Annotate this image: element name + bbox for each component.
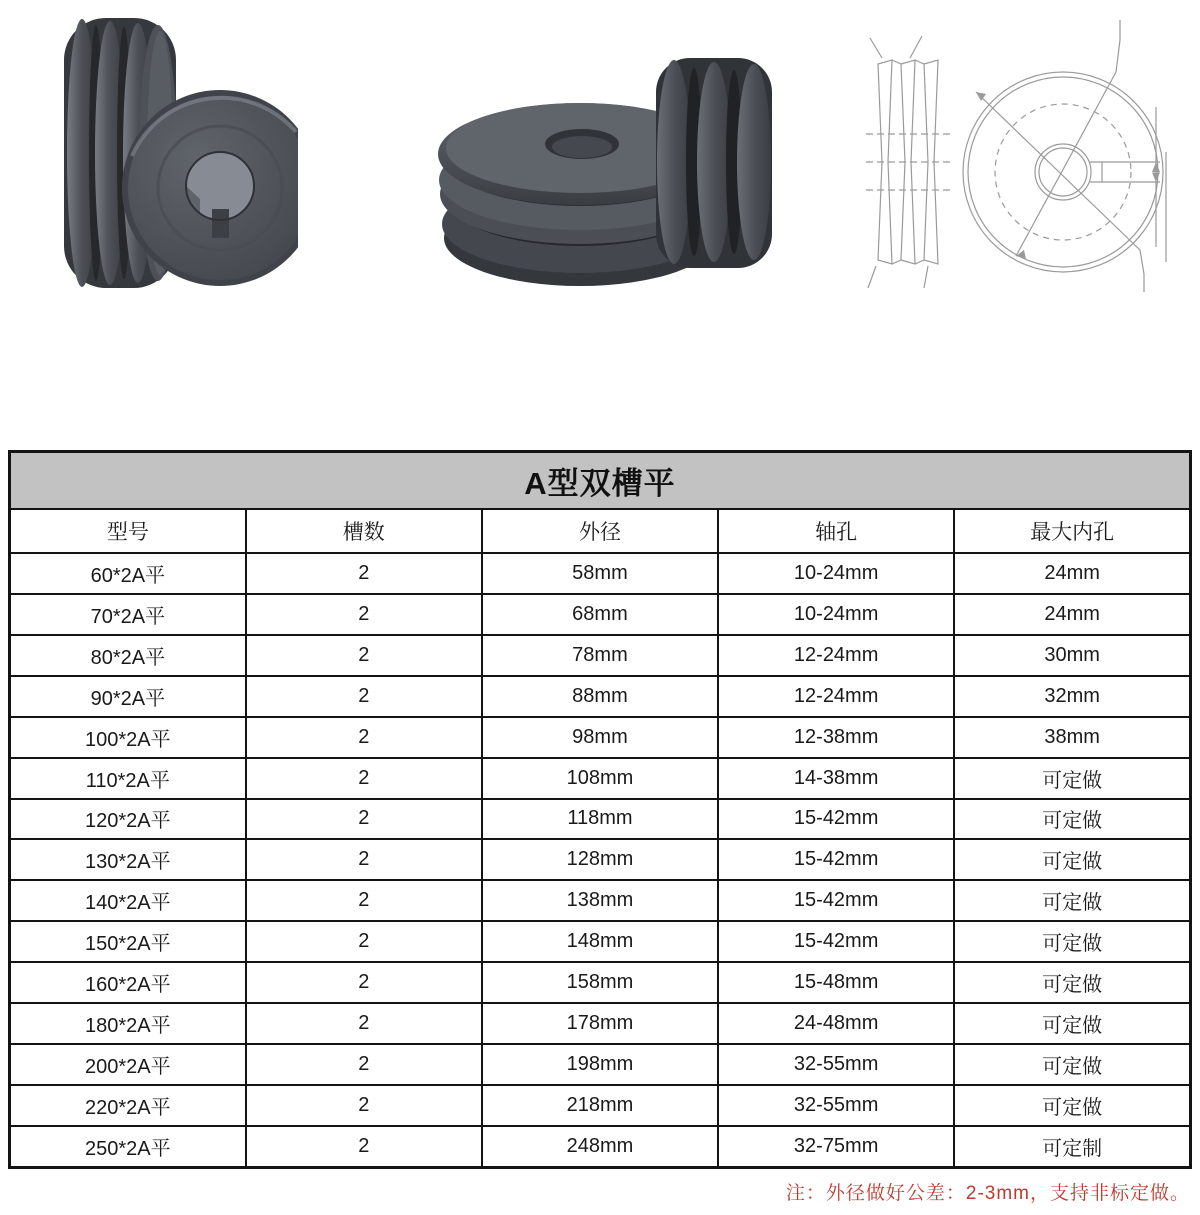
table-row <box>10 717 1191 758</box>
cell-grooves: 2 <box>246 717 482 758</box>
cell-outer-diameter: 218mm <box>482 1085 718 1126</box>
table-row <box>10 962 1191 1003</box>
table-header-row <box>10 509 1191 553</box>
cell-outer-diameter: 88mm <box>482 676 718 717</box>
cell-model: 100*2A平 <box>10 717 246 758</box>
cell-shaft-hole: 10-24mm <box>718 553 954 594</box>
cell-model: 200*2A平 <box>10 1044 246 1085</box>
cell-outer-diameter: 148mm <box>482 921 718 962</box>
cell-max-bore: 可定做 <box>954 921 1190 962</box>
cell-outer-diameter: 138mm <box>482 880 718 921</box>
col-header-shaft-hole: 轴孔 <box>718 509 954 553</box>
cell-shaft-hole: 12-24mm <box>718 676 954 717</box>
cell-shaft-hole: 12-24mm <box>718 635 954 676</box>
cell-shaft-hole: 10-24mm <box>718 594 954 635</box>
cell-model: 180*2A平 <box>10 1003 246 1044</box>
cell-model: 120*2A平 <box>10 799 246 840</box>
cell-model: 60*2A平 <box>10 553 246 594</box>
cell-shaft-hole: 15-42mm <box>718 799 954 840</box>
drawing-front-view <box>963 20 1166 292</box>
cell-outer-diameter: 158mm <box>482 962 718 1003</box>
cell-model: 150*2A平 <box>10 921 246 962</box>
table-row <box>10 676 1191 717</box>
cell-outer-diameter: 78mm <box>482 635 718 676</box>
cell-outer-diameter: 198mm <box>482 1044 718 1085</box>
table-row <box>10 758 1191 799</box>
pulley-technical-drawing <box>848 12 1183 297</box>
cell-grooves: 2 <box>246 1126 482 1168</box>
cell-grooves: 2 <box>246 839 482 880</box>
cell-shaft-hole: 32-55mm <box>718 1044 954 1085</box>
cell-max-bore: 可定做 <box>954 1085 1190 1126</box>
table-row <box>10 839 1191 880</box>
cell-max-bore: 30mm <box>954 635 1190 676</box>
col-header-grooves: 槽数 <box>246 509 482 553</box>
cell-max-bore: 38mm <box>954 717 1190 758</box>
cell-grooves: 2 <box>246 799 482 840</box>
table-row <box>10 553 1191 594</box>
spec-table <box>8 450 1192 1169</box>
col-header-model: 型号 <box>10 509 246 553</box>
table-row <box>10 799 1191 840</box>
col-header-outer-diameter: 外径 <box>482 509 718 553</box>
table-row <box>10 1085 1191 1126</box>
cell-shaft-hole: 14-38mm <box>718 758 954 799</box>
cell-max-bore: 可定做 <box>954 1044 1190 1085</box>
cell-shaft-hole: 32-75mm <box>718 1126 954 1168</box>
cell-max-bore: 可定制 <box>954 1126 1190 1168</box>
pulley-photo-middle <box>428 48 793 313</box>
cell-model: 130*2A平 <box>10 839 246 880</box>
table-row <box>10 921 1191 962</box>
cell-model: 250*2A平 <box>10 1126 246 1168</box>
col-header-max-bore: 最大内孔 <box>954 509 1190 553</box>
cell-outer-diameter: 178mm <box>482 1003 718 1044</box>
cell-shaft-hole: 32-55mm <box>718 1085 954 1126</box>
cell-shaft-hole: 15-42mm <box>718 839 954 880</box>
cell-shaft-hole: 15-42mm <box>718 921 954 962</box>
dimension-arrows <box>976 92 1160 259</box>
cell-grooves: 2 <box>246 676 482 717</box>
table-row <box>10 1044 1191 1085</box>
cell-model: 220*2A平 <box>10 1085 246 1126</box>
cell-outer-diameter: 58mm <box>482 553 718 594</box>
cell-shaft-hole: 15-48mm <box>718 962 954 1003</box>
cell-max-bore: 32mm <box>954 676 1190 717</box>
table-title-row <box>10 452 1191 510</box>
cell-max-bore: 可定做 <box>954 799 1190 840</box>
cell-grooves: 2 <box>246 1003 482 1044</box>
table-row <box>10 1126 1191 1168</box>
cell-max-bore: 可定做 <box>954 1003 1190 1044</box>
cell-shaft-hole: 12-38mm <box>718 717 954 758</box>
cell-grooves: 2 <box>246 635 482 676</box>
cell-max-bore: 24mm <box>954 594 1190 635</box>
cell-max-bore: 可定做 <box>954 758 1190 799</box>
cell-outer-diameter: 248mm <box>482 1126 718 1168</box>
cell-model: 90*2A平 <box>10 676 246 717</box>
cell-grooves: 2 <box>246 553 482 594</box>
cell-grooves: 2 <box>246 594 482 635</box>
cell-grooves: 2 <box>246 880 482 921</box>
cell-shaft-hole: 15-42mm <box>718 880 954 921</box>
cell-outer-diameter: 118mm <box>482 799 718 840</box>
drawing-side-profile <box>866 36 950 288</box>
table-row <box>10 880 1191 921</box>
cell-grooves: 2 <box>246 758 482 799</box>
cell-max-bore: 可定做 <box>954 962 1190 1003</box>
cell-max-bore: 可定做 <box>954 880 1190 921</box>
cell-model: 140*2A平 <box>10 880 246 921</box>
cell-shaft-hole: 24-48mm <box>718 1003 954 1044</box>
cell-model: 160*2A平 <box>10 962 246 1003</box>
cell-max-bore: 24mm <box>954 553 1190 594</box>
standing-pulley <box>656 58 772 268</box>
tolerance-note: 注：外径做好公差：2-3mm，支持非标定做。 <box>785 1183 1190 1204</box>
cell-grooves: 2 <box>246 1085 482 1126</box>
table-row <box>10 635 1191 676</box>
cell-grooves: 2 <box>246 962 482 1003</box>
cell-outer-diameter: 128mm <box>482 839 718 880</box>
cell-outer-diameter: 68mm <box>482 594 718 635</box>
cell-model: 80*2A平 <box>10 635 246 676</box>
cell-grooves: 2 <box>246 1044 482 1085</box>
table-title: A型双槽平 <box>10 452 1191 510</box>
table-row <box>10 594 1191 635</box>
cell-grooves: 2 <box>246 921 482 962</box>
table-row <box>10 1003 1191 1044</box>
pulley-photo-left <box>48 4 298 304</box>
cell-max-bore: 可定做 <box>954 839 1190 880</box>
cell-model: 70*2A平 <box>10 594 246 635</box>
cell-outer-diameter: 108mm <box>482 758 718 799</box>
cell-outer-diameter: 98mm <box>482 717 718 758</box>
cell-model: 110*2A平 <box>10 758 246 799</box>
